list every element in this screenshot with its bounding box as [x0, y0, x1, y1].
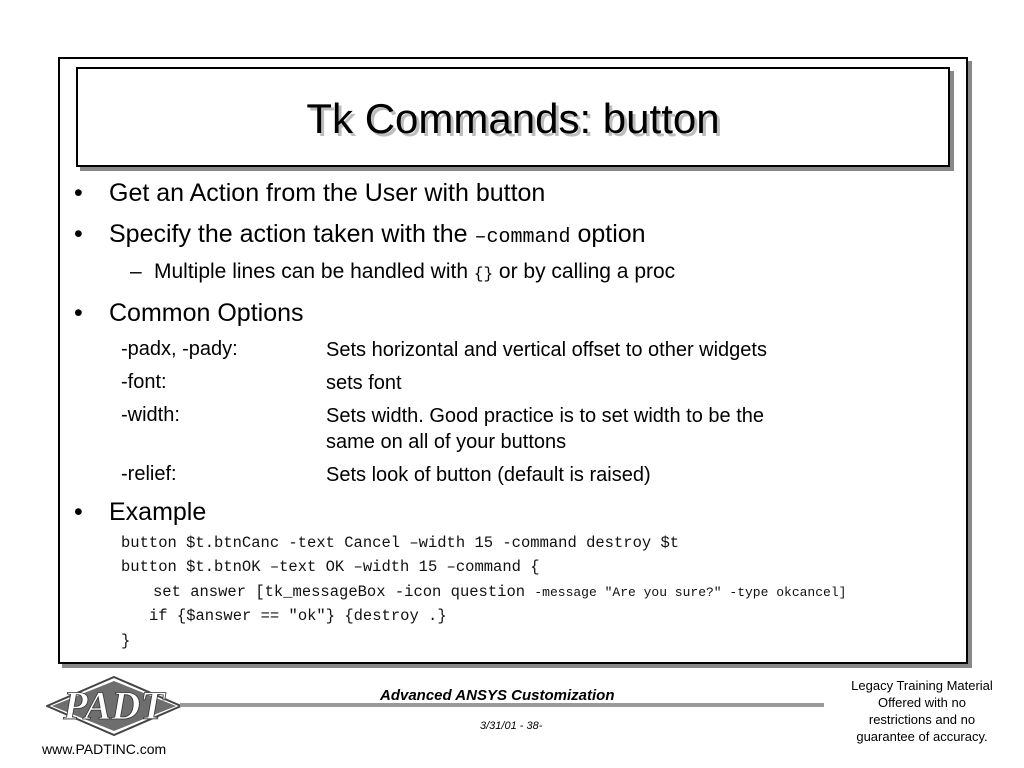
- course-title: Advanced ANSYS Customization: [380, 687, 615, 704]
- option-name: -padx, -pady:: [121, 338, 238, 360]
- date-page: 3/31/01 - 38-: [480, 720, 543, 732]
- legacy-line: guarantee of accuracy.: [856, 729, 988, 744]
- sub-bullet-text: Multiple lines can be handled with: [154, 260, 474, 283]
- slide-title: Tk Commands: button: [306, 95, 720, 142]
- website-url: www.PADTINC.com: [42, 741, 167, 757]
- braces-code: {}: [473, 265, 494, 283]
- title-box: [76, 67, 950, 167]
- bullet-marker: •: [74, 179, 83, 207]
- bullet-specify-tail: option: [570, 220, 646, 248]
- legacy-line: Offered with no: [878, 695, 966, 710]
- option-desc: Sets horizontal and vertical offset to other widgets: [326, 339, 767, 361]
- padt-logo: [46, 676, 182, 736]
- option-desc: Sets width. Good practice is to set width to be the: [326, 405, 765, 427]
- option-name: -relief:: [121, 463, 177, 485]
- bullet-example: Example: [109, 498, 207, 526]
- sub-bullet-multiple-lines: [154, 260, 675, 284]
- code-line: [153, 583, 846, 601]
- command-code: –command: [474, 226, 571, 249]
- code-line: button $t.btnOK –text OK –width 15 –command {: [121, 558, 540, 576]
- option-desc: Sets look of button (default is raised): [326, 464, 651, 486]
- bullet-specify-action: [109, 220, 646, 249]
- code-line: }: [121, 632, 131, 650]
- bullet-marker: •: [74, 220, 83, 248]
- bullet-get-action: Get an Action from the User with button: [109, 179, 546, 207]
- code-line-main: set answer [tk_messageBox -icon question: [153, 583, 535, 601]
- bullet-specify-text: Specify the action taken with the: [109, 220, 475, 248]
- bullet-marker: •: [74, 299, 83, 327]
- legacy-line: Legacy Training Material: [851, 678, 993, 693]
- code-line-small: -message "Are you sure?" -type okcancel]: [534, 585, 847, 600]
- code-line: if {$answer == "ok"} {destroy .}: [149, 607, 447, 625]
- bullet-marker: •: [74, 498, 83, 526]
- option-name: -font:: [121, 371, 167, 393]
- sub-bullet-tail: or by calling a proc: [493, 260, 676, 283]
- option-name: -width:: [121, 404, 180, 426]
- legacy-line: restrictions and no: [868, 712, 976, 727]
- option-desc-cont: same on all of your buttons: [326, 431, 567, 453]
- bullet-common-options: Common Options: [109, 299, 304, 327]
- legacy-notice: [838, 677, 1006, 745]
- option-desc: sets font: [326, 372, 402, 394]
- sub-bullet-marker: –: [130, 260, 142, 283]
- code-line: button $t.btnCanc -text Cancel –width 15 -command destroy $t: [121, 534, 680, 552]
- padt-logo-text: PADT: [63, 683, 165, 728]
